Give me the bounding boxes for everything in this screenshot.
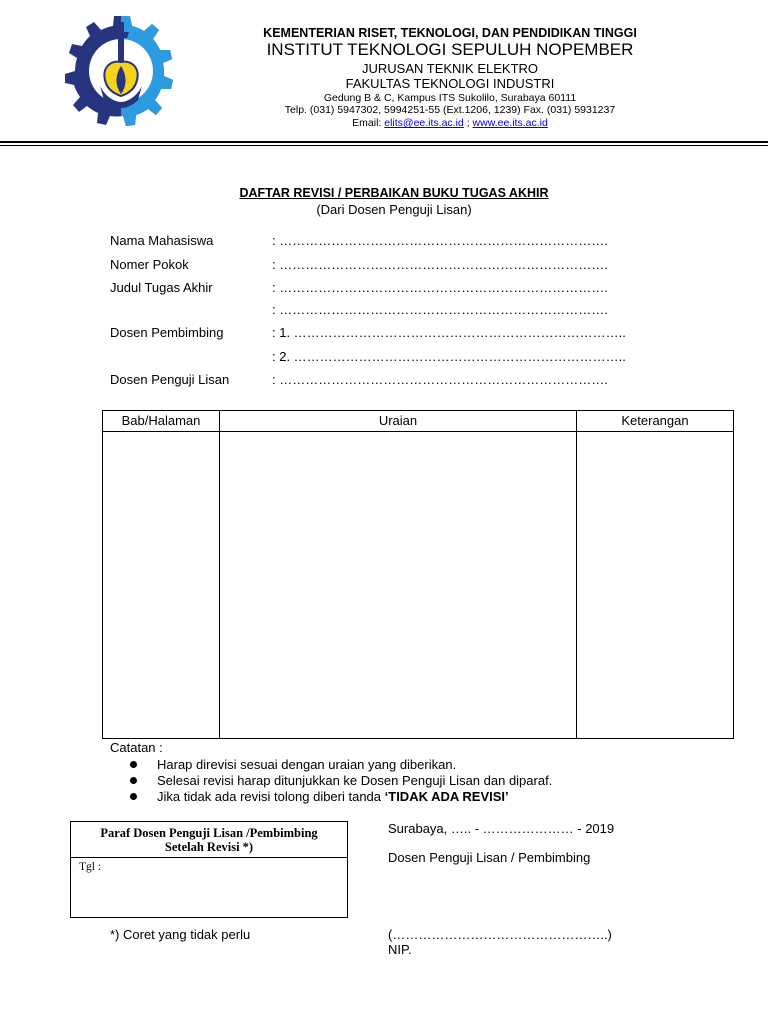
faculty-name: FAKULTAS TEKNOLOGI INDUSTRI (345, 76, 555, 91)
field-blank-pembimbing-1[interactable]: : 1. ………………………………………………………………….. (272, 325, 626, 340)
note-text-part: Jika tidak ada revisi tolong diberi tanda (157, 789, 385, 804)
field-blank-pembimbing-2[interactable]: : 2. ………………………………………………………………….. (272, 349, 626, 364)
paraf-box (70, 821, 348, 918)
contact-separator: ; (463, 117, 473, 129)
table-cell-bab[interactable] (103, 432, 219, 738)
footnote: *) Coret yang tidak perlu (110, 927, 251, 942)
note-text: Selesai revisi harap ditunjukkan ke Dosen Penguji Lisan dan diparaf. (157, 773, 553, 788)
paraf-title-line: Paraf Dosen Penguji Lisan /Pembimbing (100, 826, 318, 840)
table-cell-keterangan[interactable] (577, 432, 733, 738)
note-text (157, 789, 509, 804)
email-link[interactable]: elits@ee.its.ac.id (384, 117, 464, 129)
place-date-line[interactable]: Surabaya, ….. - ………………… - 2019 (388, 821, 615, 836)
list-item (130, 773, 730, 789)
form-title: DAFTAR REVISI / PERBAIKAN BUKU TUGAS AKHIR (239, 186, 549, 200)
revision-table (102, 410, 734, 739)
email-label: Email: (352, 117, 385, 129)
column-header-keterangan: Keterangan (621, 413, 689, 428)
field-label-nama: Nama Mahasiswa (110, 233, 214, 248)
institute-name: INSTITUT TEKNOLOGI SEPULUH NOPEMBER (266, 40, 634, 59)
field-blank-nama[interactable]: : …………………………………………………………………. (272, 233, 608, 248)
phone-fax: Telp. (031) 5947302, 5994251-55 (Ext.1206, 1239) Fax. (031) 5931237 (284, 104, 616, 116)
column-header-uraian: Uraian (378, 413, 418, 428)
table-cell-uraian[interactable] (220, 432, 576, 738)
field-label-nomer-pokok: Nomer Pokok (110, 257, 189, 272)
department-name: JURUSAN TEKNIK ELEKTRO (361, 61, 539, 76)
notes-heading: Catatan : (110, 740, 163, 755)
signer-nip: NIP. (388, 942, 412, 957)
signer-role: Dosen Penguji Lisan / Pembimbing (388, 850, 591, 865)
form-subtitle: (Dari Dosen Penguji Lisan) (316, 202, 472, 217)
ministry-name: KEMENTERIAN RISET, TEKNOLOGI, DAN PENDIDIKAN TINGGI (263, 26, 637, 40)
list-item (130, 789, 730, 805)
paraf-signature-area[interactable] (71, 858, 347, 917)
paraf-title-line: Setelah Revisi *) (164, 840, 254, 854)
website-link[interactable]: www.ee.its.ac.id (472, 117, 548, 129)
field-blank-judul-2[interactable]: : …………………………………………………………………. (272, 302, 608, 317)
list-item (130, 757, 730, 773)
contact-line (150, 117, 750, 129)
paraf-title (71, 826, 347, 854)
field-label-judul: Judul Tugas Akhir (110, 280, 213, 295)
header-rule-thick (0, 141, 768, 143)
field-blank-nomer-pokok[interactable]: : …………………………………………………………………. (272, 257, 608, 272)
signer-name-line[interactable]: (…………………………………………..) (388, 927, 612, 942)
bullet-icon (130, 793, 137, 800)
bullet-icon (130, 761, 137, 768)
note-text: Harap direvisi sesuai dengan uraian yang diberikan. (157, 757, 457, 772)
column-header-bab: Bab/Halaman (121, 413, 201, 428)
field-blank-penguji[interactable]: : …………………………………………………………………. (272, 372, 608, 387)
header-rule-thin (0, 145, 768, 146)
no-revision-mark: ‘TIDAK ADA REVISI’ (384, 789, 509, 804)
address: Gedung B & C, Kampus ITS Sukolilo, Surabaya 60111 (323, 92, 577, 104)
field-label-penguji: Dosen Penguji Lisan (110, 372, 230, 387)
paraf-date-label: Tgl : (79, 861, 102, 873)
field-label-pembimbing: Dosen Pembimbing (110, 325, 224, 340)
field-blank-judul-1[interactable]: : …………………………………………………………………. (272, 280, 608, 295)
bullet-icon (130, 777, 137, 784)
